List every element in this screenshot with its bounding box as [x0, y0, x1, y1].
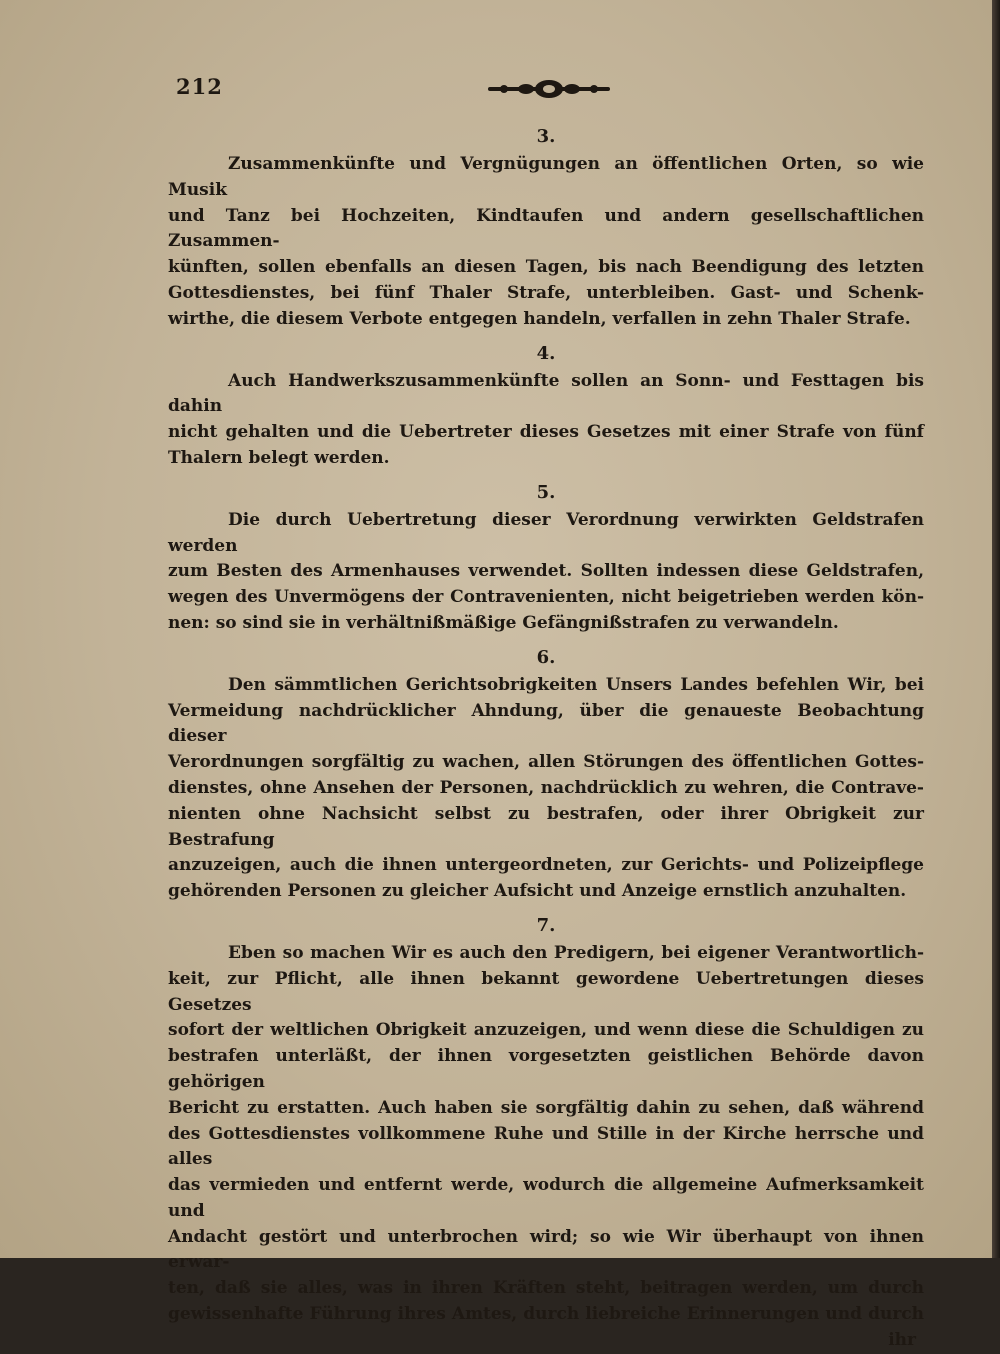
section-4: [168, 339, 924, 472]
section-number: 4.: [536, 342, 556, 364]
text-line: gehörenden Personen zu gleicher Aufsicht und Anzeige ernstlich anzuhalten.: [168, 881, 907, 902]
text-line: des Gottesdienstes vollkommene Ruhe und Stille in der Kirche herrsche und alles: [168, 1123, 924, 1170]
text-line: Vermeidung nachdrücklicher Ahndung, über die genaueste Beobachtung dieser: [168, 700, 924, 747]
text-line: Thalern belegt werden.: [168, 447, 390, 468]
text-line: Gottesdienstes, bei fünf Thaler Strafe, unterbleiben. Gast- und Schenk-: [168, 282, 924, 303]
decorative-ornament-icon: [486, 78, 612, 100]
text-column: [168, 122, 924, 1354]
text-line: Andacht gestört und unterbrochen wird; so wie Wir überhaupt von ihnen erwar-: [168, 1226, 924, 1273]
text-line: künften, sollen ebenfalls an diesen Tagen, bis nach Beendigung des letzten: [168, 257, 924, 278]
section-number: 3.: [536, 126, 556, 147]
section-body: [168, 152, 924, 333]
text-line: nicht gehalten und die Uebertreter dieses Gesetzes mit einer Strafe von fünf: [168, 422, 924, 443]
text-line: Auch Handwerkszusammenkünfte sollen an Sonn- und Festtagen bis dahin: [168, 370, 924, 417]
text-line: nen: so sind sie in verhältnißmäßige Gefängnißstrafen zu verwandeln.: [168, 612, 839, 633]
section-number: 6.: [536, 646, 556, 668]
text-line: Die durch Uebertretung dieser Verordnung verwirkten Geldstrafen werden: [168, 509, 924, 556]
text-line: gewissenhafte Führung ihres Amtes, durch liebreiche Erinnerungen und durch: [168, 1304, 924, 1325]
page-edge-shadow: [992, 0, 1000, 1258]
text-line: dienstes, ohne Ansehen der Personen, nachdrücklich zu wehren, die Contrave-: [168, 777, 924, 798]
text-line: ten, daß sie alles, was in ihren Kräften steht, beitragen werden, um durch: [168, 1278, 924, 1299]
text-line: bestrafen unterläßt, der ihnen vorgesetzten geistlichen Behörde davon gehörigen: [168, 1046, 924, 1092]
section-6: [168, 643, 924, 905]
section-7: [168, 911, 924, 1328]
section-body: [168, 369, 924, 472]
text-line: anzuzeigen, auch die ihnen untergeordneten, zur Gerichts- und Polizeipflege: [168, 855, 924, 876]
text-line: keit, zur Pflicht, alle ihnen bekannt gewordene Uebertretungen dieses Gesetzes: [168, 968, 924, 1015]
section-body: [168, 673, 924, 905]
text-line: zum Besten des Armenhauses verwendet. Sollten indessen diese Geldstrafen,: [168, 561, 924, 582]
text-line: Zusammenkünfte und Vergnügungen an öffentlichen Orten, so wie Musik: [168, 154, 924, 200]
catchword: ihr: [888, 1329, 916, 1350]
section-5: [168, 478, 924, 637]
text-line: Bericht zu erstatten. Auch haben sie sorgfältig dahin zu sehen, daß während: [168, 1097, 924, 1118]
text-line: wegen des Unvermögens der Contravenienten, nicht beigetrieben werden kön-: [168, 587, 924, 608]
section-number: 7.: [536, 914, 556, 936]
page-number: 212: [176, 74, 223, 99]
text-line: Eben so machen Wir es auch den Predigern, bei eigener Verantwortlich-: [228, 942, 924, 963]
text-line: das vermieden und entfernt werde, wodurch die allgemeine Aufmerksamkeit und: [168, 1175, 924, 1221]
text-line: wirthe, die diesem Verbote entgegen handeln, verfallen in zehn Thaler Strafe.: [168, 308, 911, 329]
text-line: und Tanz bei Hochzeiten, Kindtaufen und andern gesellschaftlichen Zusammen-: [168, 205, 924, 252]
section-body: [168, 941, 924, 1328]
section-3: [168, 122, 924, 333]
section-number: 5.: [536, 481, 556, 503]
text-line: nienten ohne Nachsicht selbst zu bestrafen, oder ihrer Obrigkeit zur Bestrafung: [168, 803, 924, 850]
text-line: sofort der weltlichen Obrigkeit anzuzeigen, und wenn diese die Schuldigen zu: [168, 1020, 924, 1041]
text-line: Den sämmtlichen Gerichtsobrigkeiten Unsers Landes befehlen Wir, bei: [228, 674, 924, 695]
section-body: [168, 508, 924, 637]
text-line: Verordnungen sorgfältig zu wachen, allen Störungen des öffentlichen Gottes-: [168, 752, 924, 773]
